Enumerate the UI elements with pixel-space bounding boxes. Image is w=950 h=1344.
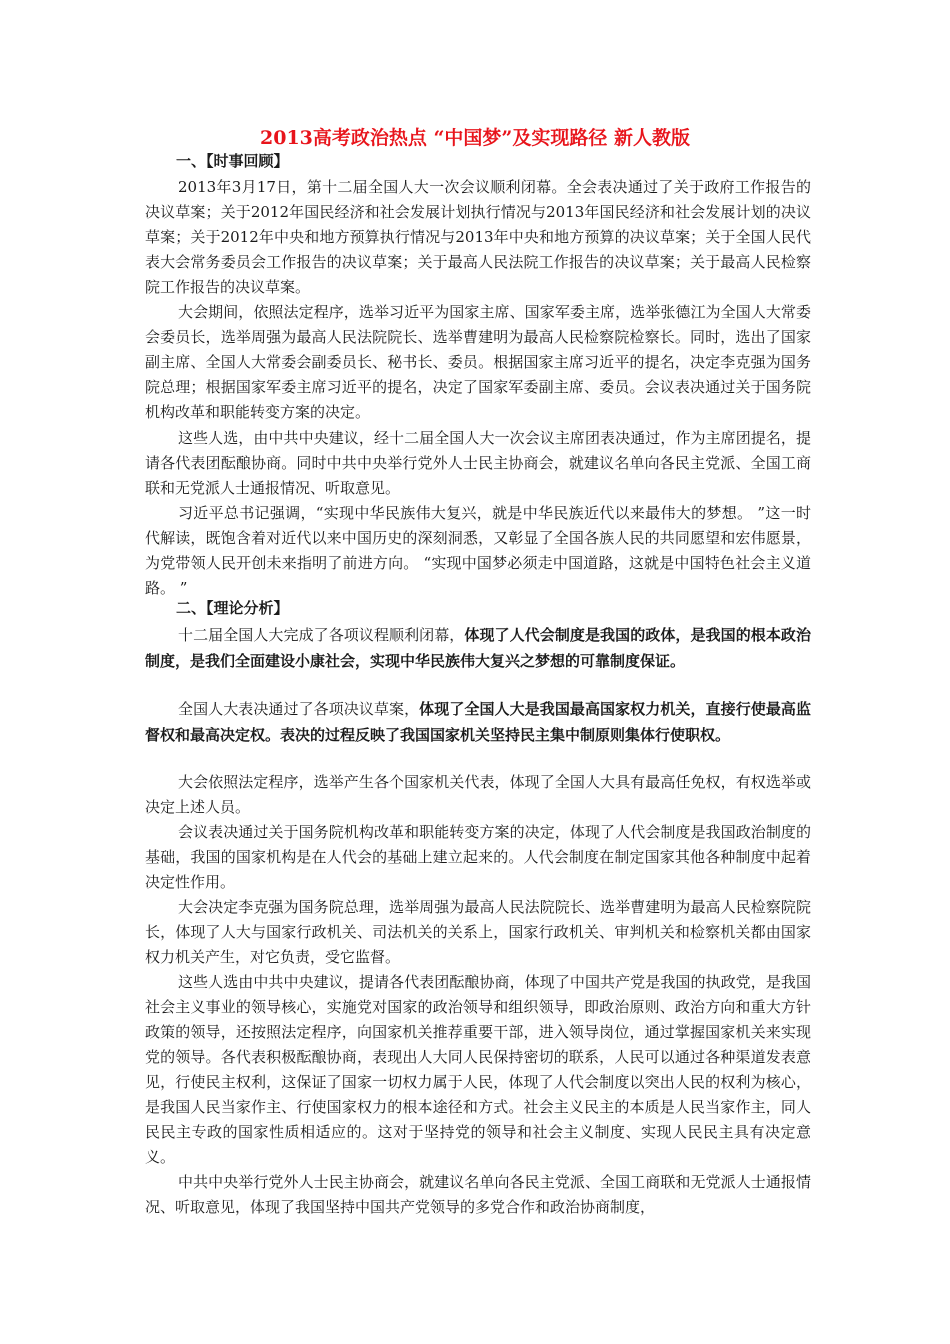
analysis-paragraph-1-plain: 十二届全国人大完成了各项议程顺利闭幕，: [178, 626, 465, 644]
section-heading-review: 一、【时事回顾】: [176, 152, 289, 170]
analysis-paragraph-2-plain: 全国人大表决通过了各项决议草案，: [178, 700, 420, 718]
analysis-paragraph-2: [145, 696, 811, 748]
document-title: 2013高考政治热点 “中国梦”及实现路径 新人教版: [260, 127, 690, 149]
analysis-paragraph-7: 中共中央举行党外人士民主协商会，就建议名单向各民主党派、全国工商联和无党派人士通报情况、听取意见，体现了我国坚持中国共产党领导的多党合作和政治协商制度，: [145, 1173, 811, 1216]
analysis-paragraph-3: 大会依照法定程序，选举产生各个国家机关代表，体现了全国人大具有最高任免权，有权选举或决定上述人员。: [145, 773, 811, 816]
analysis-paragraph-6: 这些人选由中共中央建议，提请各代表团酝酿协商，体现了中国共产党是我国的执政党，是我国社会主义事业的领导核心，实施党对国家的政治领导和组织领导，即政治原则、政治方向和重大方针政策的领导，还按照法定程序，向国家机关推荐重要干部，进入领导岗位，通过掌握国家机关来实现党的领导。各代表积极酝酿协商，表现出人大同人民保持密切的联系，人民可以通过各种渠道发表意见，行使民主权利，这保证了国家一切权力属于人民，体现了人代会制度以突出人民的权利为核心，是我国人民当家作主、行使国家权力的根本途径和方式。社会主义民主的本质是人民当家作主，同人民民主专政的国家性质相适应的。这对于坚持党的领导和社会主义制度、实现人民民主具有决定意义。: [145, 973, 811, 1166]
analysis-paragraph-5: 大会决定李克强为国务院总理，选举周强为最高人民法院院长、选举曹建明为最高人民检察院院长，体现了人大与国家行政机关、司法机关的关系上，国家行政机关、审判机关和检察机关都由国家权力机关产生，对它负责，受它监督。: [145, 898, 811, 966]
analysis-paragraph-4: 会议表决通过关于国务院机构改革和职能转变方案的决定，体现了人代会制度是我国政治制度的基础，我国的国家机构是在人代会的基础上建立起来的。人代会制度在制定国家其他各种制度中起着决定性作用。: [145, 823, 811, 891]
section-heading-analysis: 二、【理论分析】: [176, 599, 289, 617]
analysis-paragraph-1-bold: 体现了人代会制度是我国的政体，是我国的根本政治制度，是我们全面建设小康社会，实现中华民族伟大复兴之梦想的可靠制度保证。: [145, 626, 811, 670]
analysis-paragraph-2-bold: 体现了全国人大是我国最高国家权力机关，直接行使最高监督权和最高决定权。表决的过程反映了我国国家机关坚持民主集中制原则集体行使职权。: [145, 700, 811, 744]
analysis-paragraph-1: [145, 622, 811, 674]
review-paragraph-1: 2013年3月17日，第十二届全国人大一次会议顺利闭幕。全会表决通过了关于政府工作报告的决议草案；关于2012年国民经济和社会发展计划执行情况与2013年国民经济和社会发展计划的决议草案；关于2012年中央和地方预算执行情况与2013年中央和地方预算的决议草案；关于全国人民代表大会常务委员会工作报告的决议草案；关于最高人民法院工作报告的决议草案；关于最高人民检察院工作报告的决议草案。: [145, 178, 811, 296]
review-paragraph-2: 大会期间，依照法定程序，选举习近平为国家主席、国家军委主席，选举张德江为全国人大常委会委员长，选举周强为最高人民法院院长、选举曹建明为最高人民检察院检察长。同时，选出了国家副主席、全国人大常委会副委员长、秘书长、委员。根据国家主席习近平的提名，决定李克强为国务院总理；根据国家军委主席习近平的提名，决定了国家军委副主席、委员。会议表决通过关于国务院机构改革和职能转变方案的决定。: [145, 303, 811, 421]
review-paragraph-4: 习近平总书记强调，“实现中华民族伟大复兴，就是中华民族近代以来最伟大的梦想。 ”这一时代解读，既饱含着对近代以来中国历史的深刻洞悉，又彰显了全国各族人民的共同愿望和宏伟愿景，为党带领人民开创未来指明了前进方向。 “实现中国梦必须走中国道路，这就是中国特色社会主义道路。 ”: [145, 504, 811, 597]
review-paragraph-3: 这些人选，由中共中央建议，经十二届全国人大一次会议主席团表决通过，作为主席团提名，提请各代表团酝酿协商。同时中共中央举行党外人士民主协商会，就建议名单向各民主党派、全国工商联和无党派人士通报情况、听取意见。: [145, 429, 811, 497]
